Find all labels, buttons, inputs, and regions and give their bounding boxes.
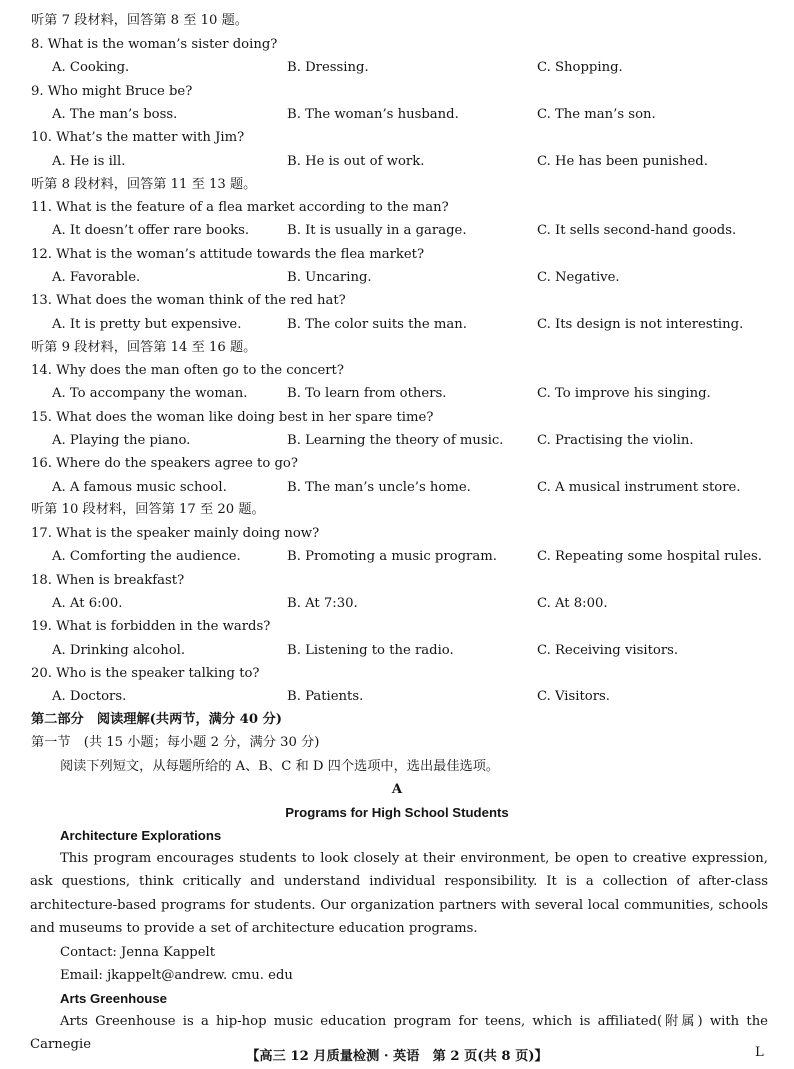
program-heading-arts-greenhouse: Arts Greenhouse — [60, 991, 167, 1006]
option-c: C. A musical instrument store. — [537, 479, 741, 495]
question-stem: 19. What is forbidden in the wards? — [31, 619, 271, 635]
option-b: B. He is out of work. — [287, 153, 425, 169]
program-description-architecture: This program encourages students to look closely at their environment, be open to creative expression, ask questions, think critically and understand individual responsibility. It is a collection of after-class architecture-based programs for students. Our organization partners with several local communities, schools and museums to provide a set of architecture education programs. — [30, 851, 768, 937]
option-b: B. At 7:30. — [287, 595, 358, 611]
footer-version-mark: L — [755, 1045, 764, 1060]
option-b: B. The woman’s husband. — [287, 106, 459, 122]
option-b: B. It is usually in a garage. — [287, 223, 467, 239]
section-7-heading: 听第 7 段材料，回答第 8 至 10 题。 — [31, 13, 248, 28]
option-c: C. Visitors. — [537, 689, 611, 705]
option-c: C. At 8:00. — [537, 595, 608, 611]
option-b: B. To learn from others. — [287, 386, 447, 402]
email-line: Email: jkappelt@andrew. cmu. edu — [60, 968, 293, 983]
option-a: A. The man’s boss. — [52, 106, 178, 122]
option-a: A. At 6:00. — [52, 595, 123, 611]
question-stem: 17. What is the speaker mainly doing now? — [31, 526, 320, 541]
option-b: B. Listening to the radio. — [287, 642, 454, 658]
passage-title: Programs for High School Students — [285, 805, 509, 820]
option-b: B. The color suits the man. — [287, 316, 467, 332]
contact-line: Contact: Jenna Kappelt — [60, 945, 216, 960]
option-a: A. Favorable. — [52, 269, 141, 285]
question-stem: 9. Who might Bruce be? — [31, 83, 193, 99]
option-a: A. Playing the piano. — [52, 432, 191, 448]
question-stem: 11. What is the feature of a flea market according to the man? — [31, 200, 449, 215]
question-stem: 14. Why does the man often go to the concert? — [31, 363, 344, 378]
reading-instruction: 阅读下列短文，从每题所给的 A、B、C 和 D 四个选项中，选出最佳选项。 — [60, 759, 500, 774]
option-a: A. Cooking. — [52, 60, 130, 76]
option-b: B. The man’s uncle’s home. — [287, 479, 471, 495]
option-c: C. Receiving visitors. — [537, 642, 679, 658]
option-c: C. He has been punished. — [537, 153, 708, 169]
option-b: B. Uncaring. — [287, 269, 372, 285]
option-b: B. Dressing. — [287, 60, 369, 76]
option-a: A. It doesn’t offer rare books. — [52, 223, 250, 239]
option-a: A. Drinking alcohol. — [52, 642, 186, 658]
option-c: C. Its design is not interesting. — [537, 316, 744, 332]
question-stem: 8. What is the woman’s sister doing? — [31, 37, 278, 52]
option-c: C. It sells second-hand goods. — [537, 223, 737, 239]
option-c: C. Repeating some hospital rules. — [537, 549, 762, 565]
program-heading-architecture: Architecture Explorations — [60, 828, 222, 843]
option-a: A. It is pretty but expensive. — [52, 316, 242, 332]
question-stem: 10. What’s the matter with Jim? — [31, 130, 245, 146]
option-c: C. Negative. — [537, 269, 620, 285]
question-stem: 15. What does the woman like doing best in her spare time? — [31, 409, 434, 425]
option-b: B. Learning the theory of music. — [287, 432, 504, 448]
option-b: B. Promoting a music program. — [287, 549, 497, 565]
option-b: B. Patients. — [287, 689, 364, 705]
question-stem: 12. What is the woman’s attitude towards the flea market? — [31, 246, 425, 262]
section1-heading: 第一节 (共 15 小题；每小题 2 分，满分 30 分) — [31, 735, 320, 750]
part2-title: 第二部分 阅读理解(共两节，满分 40 分) — [31, 712, 283, 727]
option-a: A. To accompany the woman. — [52, 386, 248, 402]
question-stem: 16. Where do the speakers agree to go? — [31, 456, 298, 472]
question-stem: 18. When is breakfast? — [31, 572, 185, 588]
option-a: A. He is ill. — [52, 153, 126, 169]
section-10-heading: 听第 10 段材料，回答第 17 至 20 题。 — [31, 502, 265, 517]
page-footer: 【高三 12 月质量检测 · 英语 第 2 页(共 8 页)】 — [246, 1049, 548, 1064]
option-c: C. Practising the violin. — [537, 432, 694, 448]
question-stem: 13. What does the woman think of the red hat? — [31, 293, 346, 309]
question-stem: 20. Who is the speaker talking to? — [31, 665, 260, 681]
option-a: A. Comforting the audience. — [52, 549, 241, 565]
passage-letter: A — [391, 782, 403, 797]
option-c: C. To improve his singing. — [537, 386, 711, 402]
program-description-arts-greenhouse: Arts Greenhouse is a hip-hop music education program for teens, which is affiliated(附属) with the Carnegie — [30, 1014, 768, 1053]
option-a: A. A famous music school. — [52, 479, 227, 495]
option-a: A. Doctors. — [52, 689, 127, 705]
option-c: C. The man’s son. — [537, 106, 656, 122]
option-c: C. Shopping. — [537, 60, 623, 76]
section-8-heading: 听第 8 段材料，回答第 11 至 13 题。 — [31, 177, 257, 192]
section-9-heading: 听第 9 段材料，回答第 14 至 16 题。 — [31, 340, 257, 355]
